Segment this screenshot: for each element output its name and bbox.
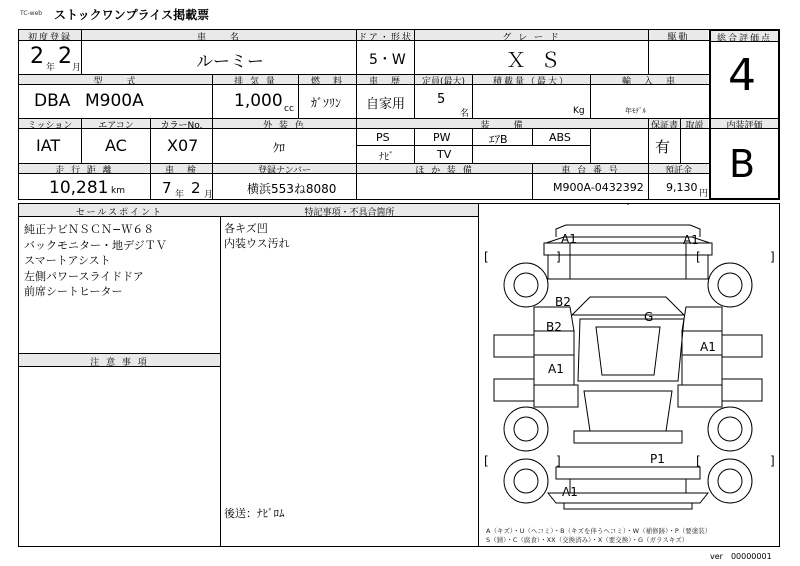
sales-points-list: [24, 222, 167, 300]
list-item: 各キズ凹: [224, 222, 268, 235]
car-damage-diagram: [478, 203, 780, 551]
damage-mark: A1: [700, 340, 716, 354]
reg-year-unit: 年: [46, 63, 56, 73]
insp-month-unit: 月: [204, 190, 214, 200]
label-mileage: 走 行 距 離: [55, 166, 114, 176]
svg-text:]: ]: [556, 454, 561, 468]
door-type: 5・W: [369, 52, 406, 68]
list-item: 前席シートヒーター: [24, 285, 123, 298]
capacity-unit: 名: [460, 109, 470, 119]
label-load: 積載量（最大）: [492, 77, 570, 87]
label-mission: ミッション: [27, 121, 73, 131]
equip-ps: PS: [376, 131, 390, 144]
label-notes: 特記事項・不具合箇所: [304, 208, 395, 218]
label-door-type: ドア・形状: [358, 33, 413, 43]
label-chassis: 車 台 番 号: [561, 166, 620, 176]
insp-year: 7: [162, 179, 172, 197]
insp-month: 2: [191, 179, 201, 197]
svg-text:[: [: [696, 454, 701, 468]
list-item: 純正ナビＮＳＣＮ−Ｗ６８: [24, 223, 155, 236]
label-fuel: 燃 料: [310, 77, 344, 87]
label-sales-points: セールスポイント: [75, 208, 164, 218]
reg-month: 2: [58, 44, 72, 69]
equip-tv: TV: [437, 148, 452, 161]
label-first-reg: 初度登録: [27, 33, 72, 43]
list-item: スマートアシスト: [24, 254, 111, 267]
model-prefix: DBA: [34, 91, 71, 111]
equip-pw: PW: [433, 131, 451, 144]
damage-mark: G: [644, 310, 654, 324]
list-item: バックモニター・地デジＴＶ: [24, 238, 167, 252]
label-displacement: 排 気 量: [234, 77, 277, 87]
page-title: ストックワンプライス掲載票: [54, 8, 210, 22]
mission: IAT: [36, 136, 61, 155]
label-color: カラーNo.: [160, 121, 203, 131]
label-grade: グ レ ー ド: [502, 33, 561, 43]
aircon: AC: [105, 136, 127, 155]
damage-mark: P1: [650, 452, 665, 466]
mileage-unit: km: [111, 186, 125, 196]
color-no: X07: [167, 136, 199, 155]
legend-line: S（錆）・C（腐食）・XX（交換済み）・X（要交換）・G（ガラスキズ）: [486, 536, 689, 544]
deposit: 9,130: [666, 181, 698, 194]
version: ver 00000001: [710, 552, 772, 561]
chassis: M900A-0432392: [553, 181, 644, 194]
displacement-unit: cc: [284, 104, 294, 114]
list-item: 内装ウス汚れ: [224, 237, 290, 250]
svg-text:[: [: [484, 250, 489, 264]
interior-grade: B: [729, 142, 756, 186]
deposit-unit: 円: [699, 189, 709, 199]
damage-mark: B2: [555, 295, 571, 309]
damage-mark: A1: [548, 362, 564, 376]
label-drive: 駆動: [667, 33, 690, 43]
label-deposit: 預託金: [664, 166, 692, 176]
svg-text:]: ]: [770, 454, 775, 468]
label-overall-grade: 総合評価点: [716, 34, 772, 44]
legend-line: A（キズ）・U（ヘコミ）・B（キズを伴うヘコミ）・W（補修跡）・P（要塗装）: [486, 527, 712, 535]
damage-mark: B2: [546, 320, 562, 334]
notes-list: [224, 221, 290, 251]
import-model: 年ﾓﾃﾞﾙ: [625, 107, 646, 115]
grade: Ｘ Ｓ: [506, 48, 565, 72]
label-capacity: 定員(最大): [421, 77, 466, 87]
label-manual: 取説: [685, 121, 704, 131]
warranty: 有: [655, 138, 671, 156]
ext-color: ｸﾛ: [273, 141, 286, 155]
logo: TC-web: [20, 10, 43, 17]
label-interior-grade: 内装評価: [726, 121, 763, 131]
notes-footer: 後送：ﾅﾋﾞﾛﾑ: [224, 507, 285, 520]
list-item: 左側パワースライドドア: [24, 269, 144, 283]
label-history: 車 歴: [368, 77, 402, 87]
plate: 横浜553ね8080: [247, 182, 337, 196]
svg-text:]: ]: [556, 250, 561, 264]
fuel: ｶﾞｿﾘﾝ: [311, 96, 342, 110]
model: M900A: [85, 91, 144, 111]
equip-airbag: ｴｱB: [489, 133, 508, 146]
label-cautions: 注 意 事 項: [90, 358, 149, 368]
insp-year-unit: 年: [175, 190, 185, 200]
label-other: ほ か 装 備: [415, 166, 474, 176]
label-warranty: 保証書: [650, 121, 678, 131]
legend: [486, 527, 711, 545]
displacement: 1,000: [234, 91, 283, 111]
label-model: 型 式: [93, 77, 138, 87]
equip-navi: ﾅﾋﾞ: [379, 152, 394, 163]
reg-month-unit: 月: [72, 63, 82, 73]
svg-text:[: [: [696, 250, 701, 264]
history: 自家用: [366, 97, 406, 112]
label-inspection: 車 検: [164, 166, 198, 176]
mileage: 10,281: [49, 178, 109, 198]
overall-grade: 4: [728, 50, 756, 101]
label-plate: 登録ナンバー: [258, 166, 311, 176]
label-ext-color: 外 装 色: [263, 121, 306, 131]
damage-mark: A1: [562, 485, 578, 499]
label-equipment: 装 備: [480, 121, 525, 131]
svg-text:]: ]: [770, 250, 775, 264]
reg-year: 2: [30, 44, 44, 69]
damage-mark: A1: [561, 232, 577, 246]
car-name: ルーミー: [196, 52, 264, 72]
svg-text:[: [: [484, 454, 489, 468]
label-import: 輸 入 車: [621, 77, 677, 87]
load-unit: Kg: [573, 106, 585, 116]
damage-mark: A1: [683, 233, 699, 247]
equip-abs: ABS: [549, 131, 571, 144]
capacity: 5: [437, 92, 446, 107]
label-aircon: エアコン: [98, 121, 134, 131]
label-car-name: 車 名: [196, 33, 241, 43]
